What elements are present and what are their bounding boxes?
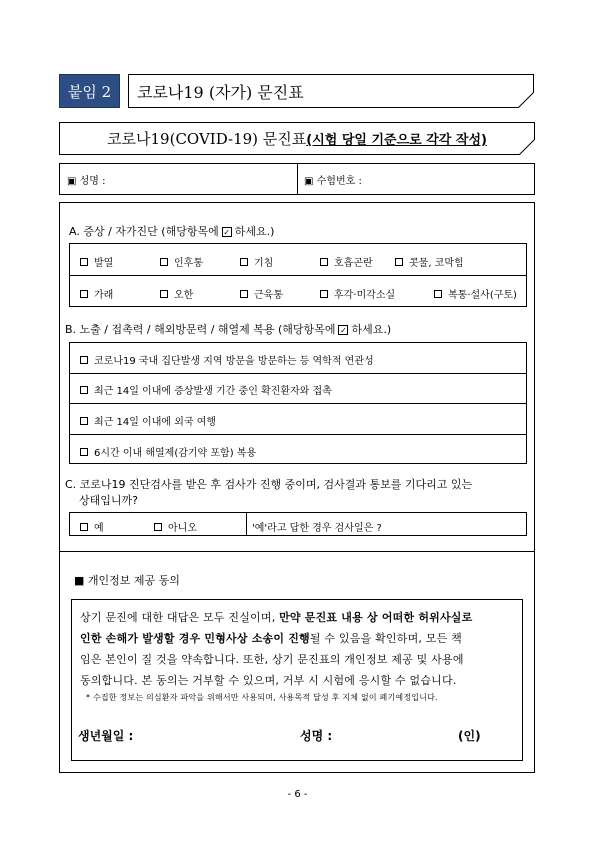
consent-title: ■ 개인정보 제공 동의 [74,574,180,587]
seal-label: (인) [458,729,481,743]
checkbox-icon[interactable] [80,290,88,298]
consent-box [71,599,523,761]
symptom-abdominal[interactable]: 복통·설사(구토) [434,286,517,301]
form-title-note: (시험 당일 기준으로 각각 작성) [306,133,487,148]
checkbox-icon[interactable] [80,258,88,266]
name-field[interactable] [67,164,292,194]
symptom-chills[interactable]: 오한 [160,286,193,301]
checkbox-icon[interactable] [160,258,168,266]
divider [70,403,526,404]
form-title [59,122,535,155]
page-number: - 6 - [287,789,308,800]
exam-number-field[interactable] [304,164,529,194]
exposure-item-cluster-region[interactable]: 코로나19 국내 집단발생 지역 방문을 방문하는 등 역학적 연관성 [80,352,374,367]
exposure-item-overseas[interactable]: 최근 14일 이내에 외국 여행 [80,413,216,428]
exposure-item-contact[interactable]: 최근 14일 이내에 증상발생 기간 중인 확진환자와 접촉 [80,382,332,397]
consent-note: * 수집한 정보는 의심환자 파악을 위해서만 사용되며, 사용목적 달성 후 지체 없이 폐기예정입니다. [86,693,438,702]
checkbox-icon[interactable] [320,258,328,266]
checkbox-icon[interactable] [160,290,168,298]
checkmark-icon: ✓ [223,228,231,237]
exam-number-label: ▣ 수험번호 : [304,175,362,187]
symptom-fever[interactable]: 발열 [80,254,113,269]
name-label: ▣ 성명 : [67,175,106,187]
symptom-sore-throat[interactable]: 인후통 [160,254,203,269]
checkbox-icon[interactable] [80,356,88,364]
divider [70,434,526,435]
page-title [128,74,534,108]
exposure-list [69,342,527,464]
consent-text: 상기 문진에 대한 대답은 모두 진실이며, 만약 문진표 내용 상 어떠한 허위사실로 인한 손해가 발생할 경우 민형사상 소송이 진행될 수 있음을 확인하며, 모든 책 임은 본인이 질 것을 약속합니다. 또한, 상기 문진표의 개인정보 제공 및 사용에 동의합니다. 본 동의는 거부할 수 있으며, 거부 시 시험에 응시할 수 없습니다. * 수집한 정보는 의심환자 파악을 위해서만 사용되며, 사용목적 달성 후 지체 없이 폐기예정입니다. [80,607,516,705]
divider [297,164,298,194]
checkbox-icon[interactable] [80,448,88,456]
testing-yes-option[interactable]: 예 [80,519,104,534]
section-b-title: B. 노출 / 접촉력 / 해외방문력 / 해열제 복용 (해당항목에 ✓ 하세요.) [65,323,392,336]
folded-corner-icon [518,92,534,108]
folded-corner-icon [519,139,535,155]
checkbox-icon[interactable] [80,417,88,425]
checkmark-icon: ✓ [340,326,347,335]
divider [70,275,526,276]
applicant-info-box [59,163,535,195]
symptom-dyspnea[interactable]: 호흡곤란 [320,254,373,269]
test-date-field[interactable]: '예'라고 답한 경우 검사일은 ? [252,523,382,534]
checkbox-icon[interactable] [240,258,248,266]
checkbox-icon[interactable] [80,523,88,531]
section-divider [60,551,534,552]
symptom-smell-taste-loss[interactable]: 후각·미각소실 [320,286,395,301]
checkbox-icon[interactable] [434,290,442,298]
section-c-title: C. 코로나19 진단검사를 받은 후 검사가 진행 중이며, 검사결과 통보를 기다리고 있는 상태입니까? [65,478,473,507]
symptom-phlegm[interactable]: 가래 [80,286,113,301]
symptom-grid [69,243,527,307]
form-title-main: 코로나19(COVID-19) 문진표 [107,130,307,148]
divider [246,513,247,535]
checkbox-icon[interactable] [154,523,162,531]
symptom-runny-nose[interactable]: 콧물, 코막힘 [395,254,464,269]
symptom-cough[interactable]: 기침 [240,254,273,269]
testing-status-row [69,512,527,536]
exposure-item-antipyretic[interactable]: 6시간 이내 해열제(감기약 포함) 복용 [80,444,256,459]
checkbox-icon[interactable] [240,290,248,298]
checkbox-icon[interactable] [320,290,328,298]
signature-name-field[interactable]: 성명 : [300,729,333,743]
birth-date-field[interactable]: 생년월일 : [78,729,134,743]
divider [70,373,526,374]
section-a-title: A. 증상 / 자가진단 (해당항목에 ✓ 하세요.) [69,225,275,238]
checkbox-icon[interactable] [395,258,403,266]
checkbox-icon[interactable] [80,386,88,394]
page-title-text: 코로나19 (자가) 문진표 [137,82,304,102]
symptom-muscle-pain[interactable]: 근육통 [240,286,283,301]
testing-no-option[interactable]: 아니오 [154,519,197,534]
attachment-tab: 붙임 2 [59,74,120,108]
